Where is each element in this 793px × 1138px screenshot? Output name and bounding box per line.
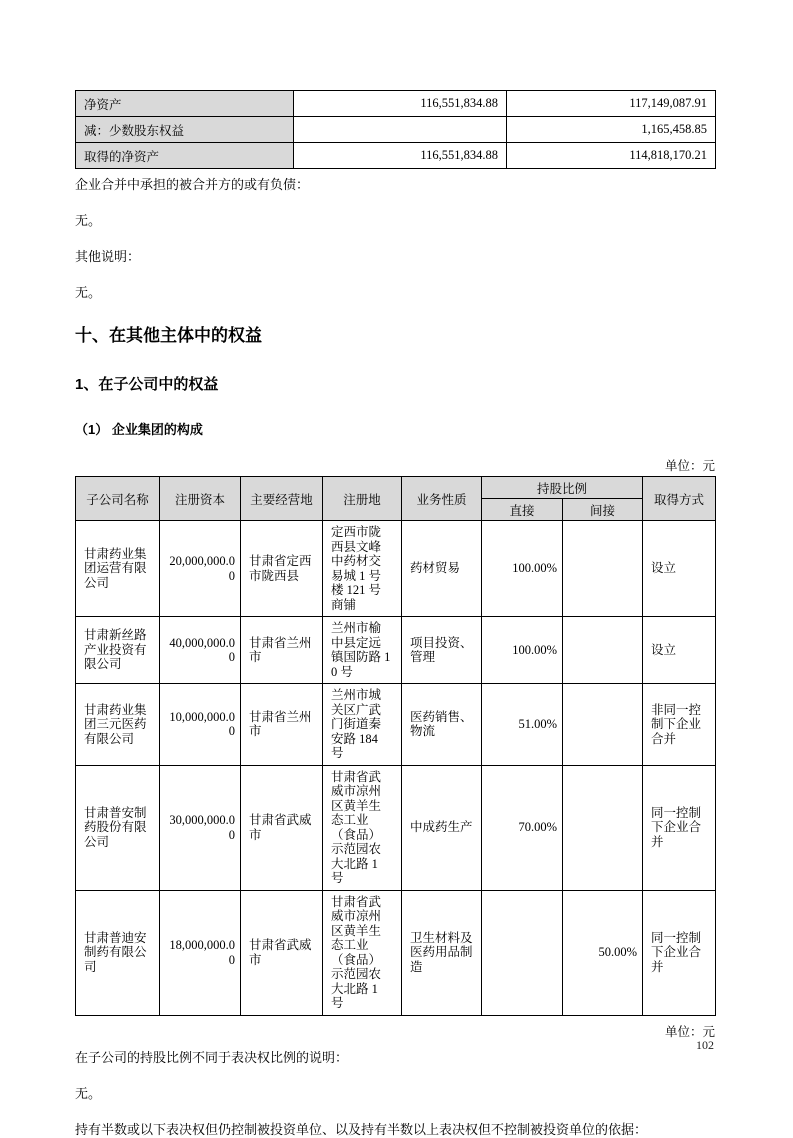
subsidiary-indirect-cell bbox=[563, 765, 643, 890]
document-content bbox=[75, 0, 715, 1138]
subsidiary-capital-cell: 20,000,000.00 bbox=[160, 521, 241, 617]
net-assets-value-current: 116,551,834.88 bbox=[294, 91, 507, 117]
net-assets-row bbox=[76, 91, 716, 117]
none-text: 无。 bbox=[75, 1085, 102, 1101]
none-text: 无。 bbox=[75, 285, 102, 300]
subsidiary-reg-place-cell: 甘肃省武威市凉州区黄羊生态工业（食品）示范园农大北路 1 号 bbox=[323, 765, 402, 890]
subsidiary-indirect-cell bbox=[563, 521, 643, 617]
net-assets-table bbox=[75, 90, 716, 169]
net-assets-value-prior: 114,818,170.21 bbox=[507, 143, 716, 169]
subsidiary-indirect-cell bbox=[563, 684, 643, 766]
subsidiary-reg-place-cell: 兰州市城关区广武门街道秦安路 184 号 bbox=[323, 684, 402, 766]
voting-rights-note: 持有半数或以下表决权但仍控制被投资单位、以及持有半数以上表决权但不控制被投资单位的依据： bbox=[75, 1121, 648, 1137]
subsidiary-acquisition-cell: 非同一控制下企业合并 bbox=[643, 684, 716, 766]
net-assets-row bbox=[76, 117, 716, 143]
subsidiary-main-place-cell: 甘肃省武威市 bbox=[241, 890, 323, 1015]
subsidiary-main-place-cell: 甘肃省定西市陇西县 bbox=[241, 521, 323, 617]
none-text: 无。 bbox=[75, 213, 102, 228]
subsidiary-name-cell: 甘肃普安制药股份有限公司 bbox=[76, 765, 160, 890]
subsidiary-acquisition-cell: 同一控制下企业合并 bbox=[643, 765, 716, 890]
subsidiary-main-place-cell: 甘肃省兰州市 bbox=[241, 617, 323, 684]
subsidiary-row bbox=[76, 617, 716, 684]
col-header-indirect: 间接 bbox=[563, 499, 643, 521]
subsidiary-indirect-cell: 50.00% bbox=[563, 890, 643, 1015]
subsidiary-row bbox=[76, 521, 716, 617]
item-heading: （1） 企业集团的构成 bbox=[75, 422, 203, 437]
col-header-direct: 直接 bbox=[482, 499, 563, 521]
subsidiaries-header-row bbox=[76, 477, 716, 499]
subsidiary-capital-cell: 10,000,000.00 bbox=[160, 684, 241, 766]
subsidiary-name-cell: 甘肃药业集团三元医药有限公司 bbox=[76, 684, 160, 766]
subsidiary-direct-cell bbox=[482, 890, 563, 1015]
subsection-heading: 1、在子公司中的权益 bbox=[75, 376, 219, 393]
net-assets-value-current bbox=[294, 117, 507, 143]
subsidiary-business-cell: 医药销售、物流 bbox=[402, 684, 482, 766]
col-header-name: 子公司名称 bbox=[76, 477, 160, 521]
subsidiary-row bbox=[76, 684, 716, 766]
section-heading: 十、在其他主体中的权益 bbox=[75, 326, 262, 345]
col-header-registered-capital: 注册资本 bbox=[160, 477, 241, 521]
subsidiary-indirect-cell bbox=[563, 617, 643, 684]
contingent-liabilities-label: 企业合并中承担的被合并方的或有负债： bbox=[75, 177, 310, 192]
subsidiary-acquisition-cell: 同一控制下企业合并 bbox=[643, 890, 716, 1015]
subsidiary-capital-cell: 30,000,000.00 bbox=[160, 765, 241, 890]
subsidiary-acquisition-cell: 设立 bbox=[643, 617, 716, 684]
subsidiary-name-cell: 甘肃药业集团运营有限公司 bbox=[76, 521, 160, 617]
subsidiary-reg-place-cell: 定西市陇西县文峰中药材交易城 1 号楼 121 号商铺 bbox=[323, 521, 402, 617]
net-assets-label: 取得的净资产 bbox=[76, 143, 294, 169]
subsidiary-acquisition-cell: 设立 bbox=[643, 521, 716, 617]
subsidiary-reg-place-cell: 甘肃省武威市凉州区黄羊生态工业（食品）示范园农大北路 1 号 bbox=[323, 890, 402, 1015]
net-assets-value-prior: 1,165,458.85 bbox=[507, 117, 716, 143]
net-assets-label: 减：少数股东权益 bbox=[76, 117, 294, 143]
subsidiary-reg-place-cell: 兰州市榆中县定远镇国防路 10 号 bbox=[323, 617, 402, 684]
net-assets-row bbox=[76, 143, 716, 169]
unit-label-bottom: 单位：元 bbox=[664, 1024, 715, 1039]
subsidiary-business-cell: 药材贸易 bbox=[402, 521, 482, 617]
holding-ratio-note: 在子公司的持股比例不同于表决权比例的说明： bbox=[75, 1049, 349, 1065]
col-header-acquisition: 取得方式 bbox=[643, 477, 716, 521]
subsidiaries-table bbox=[75, 476, 716, 1016]
subsidiary-row bbox=[76, 890, 716, 1015]
subsidiary-name-cell: 甘肃普迪安制药有限公司 bbox=[76, 890, 160, 1015]
col-header-business-nature: 业务性质 bbox=[402, 477, 482, 521]
subsidiary-business-cell: 卫生材料及医药用品制造 bbox=[402, 890, 482, 1015]
net-assets-value-current: 116,551,834.88 bbox=[294, 143, 507, 169]
subsidiary-business-cell: 中成药生产 bbox=[402, 765, 482, 890]
subsidiary-capital-cell: 40,000,000.00 bbox=[160, 617, 241, 684]
subsidiary-direct-cell: 70.00% bbox=[482, 765, 563, 890]
net-assets-value-prior: 117,149,087.91 bbox=[507, 91, 716, 117]
subsidiary-direct-cell: 100.00% bbox=[482, 521, 563, 617]
subsidiary-business-cell: 项目投资、管理 bbox=[402, 617, 482, 684]
col-header-main-place: 主要经营地 bbox=[241, 477, 323, 521]
subsidiary-row bbox=[76, 765, 716, 890]
net-assets-label: 净资产 bbox=[76, 91, 294, 117]
subsidiary-capital-cell: 18,000,000.00 bbox=[160, 890, 241, 1015]
col-header-shareholding: 持股比例 bbox=[482, 477, 643, 499]
col-header-registered-place: 注册地 bbox=[323, 477, 402, 521]
subsidiary-name-cell: 甘肃新丝路产业投资有限公司 bbox=[76, 617, 160, 684]
subsidiary-direct-cell: 51.00% bbox=[482, 684, 563, 766]
unit-label-top: 单位：元 bbox=[664, 459, 715, 473]
subsidiary-main-place-cell: 甘肃省兰州市 bbox=[241, 684, 323, 766]
other-notes-label: 其他说明： bbox=[75, 249, 141, 264]
subsidiary-main-place-cell: 甘肃省武威市 bbox=[241, 765, 323, 890]
subsidiary-direct-cell: 100.00% bbox=[482, 617, 563, 684]
page-number: 102 bbox=[696, 1038, 714, 1052]
